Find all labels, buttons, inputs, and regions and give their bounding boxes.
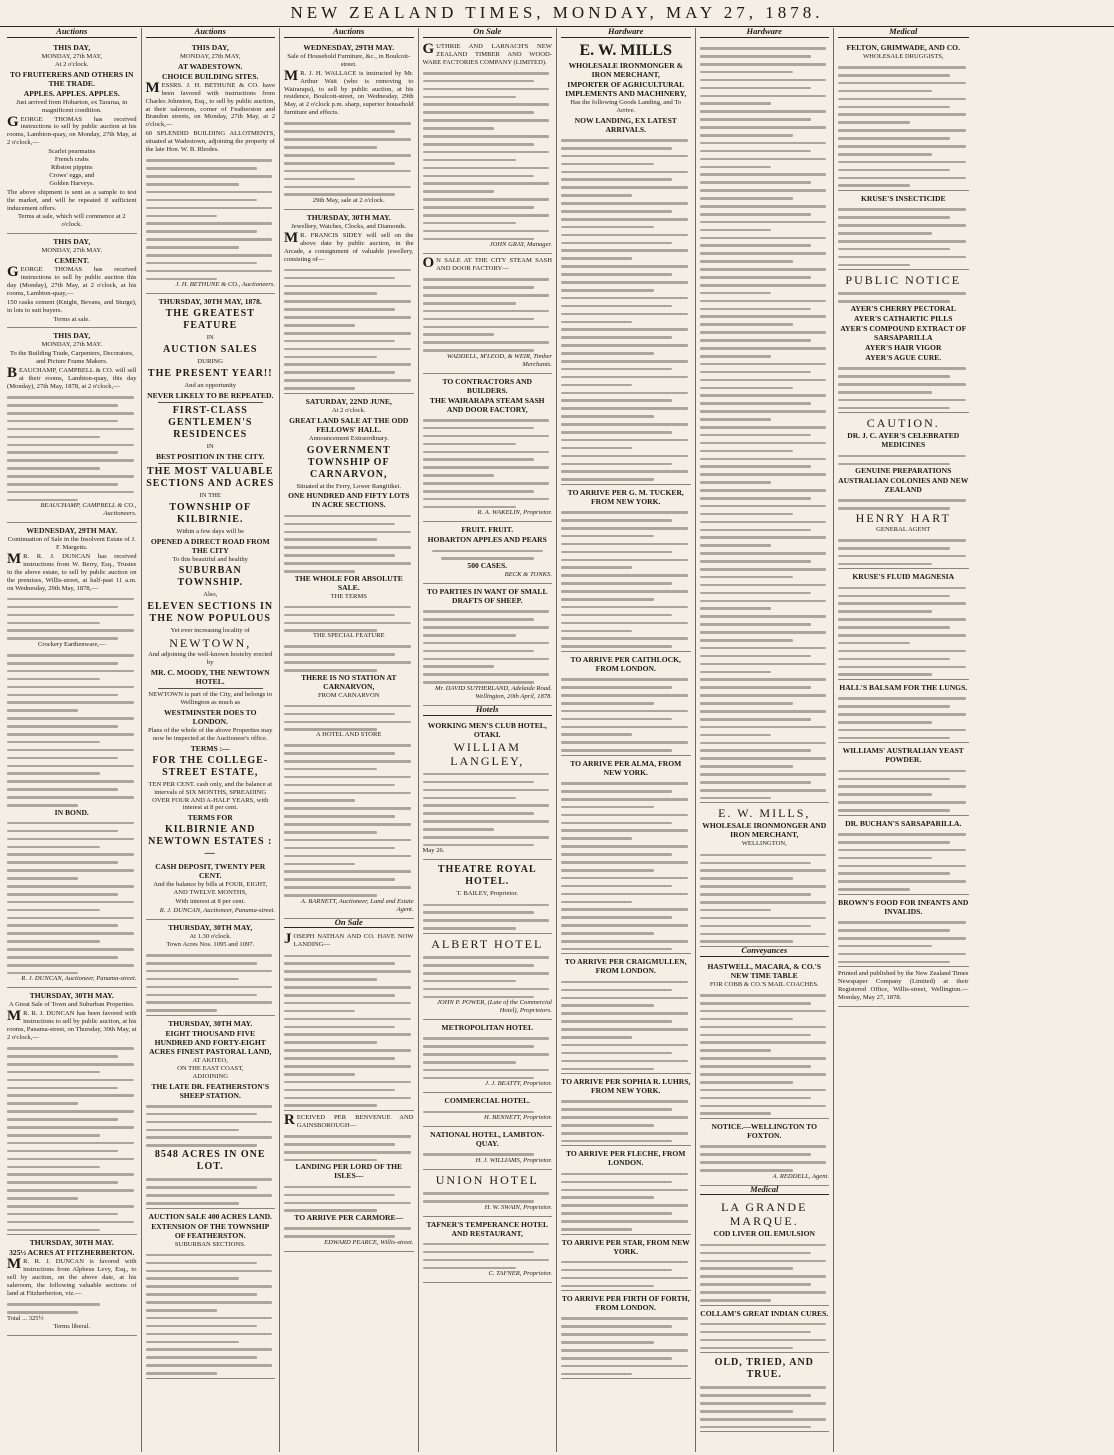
ad-line: MR. C. MOODY, THE NEWTOWN HOTEL. [150, 668, 270, 687]
ad-acres: 8548 ACRES IN ONE LOT. [154, 1148, 266, 1172]
ad-line: NEWTOWN is part of the City, and belongs to Wellington as much as [148, 691, 273, 706]
ad-buchan-sarsaparilla [838, 816, 969, 895]
ad-title: HASTWELL, MACARA, & CO.'S NEW TIME TABLE [707, 961, 821, 980]
ad-greatest-feature [146, 294, 276, 920]
ad-day: THURSDAY, 30TH MAY, [168, 922, 253, 932]
ad-subhead-bond: IN BOND. [54, 807, 89, 817]
ad-kruse-magnesia [838, 569, 969, 680]
ad-sub: ADJOINING [192, 1072, 229, 1080]
ad-sheep-drafts [423, 584, 553, 706]
ad-body: MR. FRANCIS SIDEY will sell on the above date by public auction, in the Arcade, a consignment of valuable jewellery, consisting of— [284, 229, 414, 263]
ad-line: THE GREATEST FEATURE [165, 308, 255, 332]
ad-date: MONDAY, 27th MAY, [180, 52, 241, 60]
ad-total: Total ... 325½ [7, 1314, 44, 1322]
section-header: Hotels [423, 706, 553, 716]
ad-working-mens-club [423, 718, 553, 861]
ad-title: TO CONTRACTORS AND BUILDERS. [442, 376, 533, 395]
ad-title: KRUSE'S INSECTICIDE [860, 194, 946, 204]
ad-item: Crows' eggs, and [49, 171, 95, 179]
ad-sub: SUBURBAN SECTIONS. [174, 1240, 246, 1248]
ad-title: CEMENT. [54, 256, 90, 266]
ad-day: THURSDAY, 30TH MAY, 1878. [158, 297, 262, 307]
ad-line: A HOTEL AND STORE [316, 731, 382, 738]
ad-hardware-list [700, 40, 830, 804]
ad-line: BEST POSITION IN THE CITY. [155, 451, 265, 461]
ad-title: TO ARRIVE PER STAR, FROM NEW YORK. [561, 1237, 690, 1256]
column-auctions-1 [3, 28, 142, 1452]
ad-line: NEVER LIKELY TO BE REPEATED. [147, 390, 274, 400]
ad-name: E. W. MILLS, [718, 806, 811, 821]
ad-signature: Mr. DAVID SUTHERLAND, Adelaide Road. Wellington, 20th April, 1878. [435, 684, 552, 700]
ad-title: FRUIT. FRUIT. [461, 525, 514, 535]
ad-time: 29th May, sale at 2 o'clock. [312, 197, 385, 205]
ad-line: And the balance by bills at FOUR, EIGHT, AND TWELVE MONTHS, [153, 881, 268, 897]
ad-sub: NOW LANDING, EX LATEST ARRIVALS. [574, 115, 677, 134]
ad-caution [838, 413, 969, 569]
ad-foxton-notice [700, 1119, 830, 1185]
ad-signature: H. BENNETT, Proprietor. [484, 1114, 552, 1122]
ad-sub: HENRY HART [855, 510, 951, 525]
ad-sub: Has the following Goods Landing, and To Arrive. [570, 98, 682, 114]
ad-title: TO FRUITERERS AND OTHERS IN THE TRADE. [10, 69, 134, 88]
ad-sub: WHOLESALE DRUGGISTS, [862, 52, 944, 60]
ad-line: DURING [197, 358, 224, 366]
ad-sub: THE WAIRARAPA STEAM SASH AND DOOR FACTORY, [429, 395, 545, 414]
ad-arrive-craigmullen [561, 954, 691, 1074]
ad-arrive-alma [561, 756, 691, 955]
ad-line: THE MOST VALUABLE SECTIONS AND ACRES [146, 465, 275, 489]
ad-title: 325½ ACRES AT FITZHERBERTON. [9, 1248, 135, 1258]
ad-building-trade [7, 328, 137, 523]
columns [3, 28, 1111, 1452]
ad-day: THIS DAY, [53, 331, 91, 341]
ad-body: MR. R. J. DUNCAN has been favored with instructions to sell by public auction, at his rooms, Panama-street, on Thursday, 30th May, at 2 o'clock,— [7, 1008, 137, 1041]
ad-title: OLD, TRIED, AND TRUE. [714, 1357, 814, 1381]
ad-sub: IMPORTER OF AGRICULTURAL IMPLEMENTS AND MACHINERY, [565, 79, 687, 98]
ad-title: A Great Sale of Town and Suburban Properties. [9, 1001, 135, 1009]
imprint-text: Printed and published by the New Zealand Times Newspaper Company (Limited) at their Registered Office, Willis-street, Wellington.—Monday, May 27, 1878. [838, 970, 969, 1001]
ad-line: ONE HUNDRED AND FIFTY LOTS IN ACRE SECTIONS. [288, 491, 410, 510]
ad-steam-sash [423, 254, 553, 374]
ad-body: MR. J. H. WALLACE is instructed by Mr. Arthur Wait (who is removing to Wairarapa), to sell by public auction, at his residence, Boulcott-street, on Wednesday, 29th May, at 2 o'clock p.m. sharp, superior household furniture and effects. [284, 67, 414, 117]
ad-signature: A. REDDELL, Agent. [772, 1172, 829, 1180]
ad-line: TERMS FOR [187, 813, 233, 823]
ad-title: FELTON, GRIMWADE, AND CO. [846, 42, 960, 52]
ad-line: TERMS :— [190, 743, 230, 753]
ad-items: 150 casks cement (Knight, Bevans, and Sturge), in lots to suit buyers. [7, 298, 137, 314]
ad-signature: H. W. SWAIN, Proprietor. [484, 1203, 552, 1211]
ad-day: WEDNESDAY, 29TH MAY. [26, 526, 118, 536]
ad-title: PUBLIC NOTICE [845, 273, 962, 288]
ad-line: KILBIRNIE AND NEWTOWN ESTATES :— [148, 824, 273, 860]
ad-carnarvon [284, 394, 414, 919]
section-header: Auctions [146, 28, 276, 38]
ad-line: OPENED A DIRECT ROAD FROM THE CITY [150, 536, 270, 555]
ad-sub: THE LATE DR. FEATHERSTON'S SHEEP STATION. [151, 1081, 270, 1100]
newspaper-title: NEW ZEALAND TIMES, MONDAY, MAY 27, 1878. [290, 3, 824, 22]
ad-body: MR. R. J. DUNCAN has received instructions from W. Berry, Esq., Trustee in the above estate, to sell by public auction on the premises, Willis-street, at half-past 11 a.m. on Wednesday, 29th May, 1878,— [7, 551, 137, 592]
ad-town-acres [146, 920, 276, 1016]
ad-line: THE TERMS [330, 592, 367, 600]
ad-terms: Terms liberal. [53, 1323, 91, 1331]
ad-item: Scarlet pearmains [48, 148, 96, 156]
ad-guthrie-larnach [423, 40, 553, 254]
ad-title: NATIONAL HOTEL, LAMBTON-QUAY. [430, 1130, 545, 1149]
ad-sub: AYER'S CHERRY PECTORAL [850, 303, 956, 313]
ad-title: TO ARRIVE PER CAITHLOCK, FROM LONDON. [570, 654, 681, 673]
ad-benvenue [284, 1111, 414, 1252]
ad-arrive-caithlock [561, 652, 691, 756]
ad-union-hotel [423, 1170, 553, 1217]
ad-line: With interest at 8 per cent. [175, 898, 246, 906]
ad-date: MONDAY, 27th MAY, [41, 52, 102, 60]
column-auctions-2 [142, 28, 281, 1452]
ad-line: IN [206, 334, 214, 342]
imprint [838, 967, 969, 1007]
ad-sub: AYER'S CATHARTIC PILLS [854, 313, 953, 323]
ad-theatre-royal [423, 860, 553, 933]
ad-title: TO ARRIVE PER CARMORE— [294, 1213, 404, 1222]
ad-felton-grimwade [838, 40, 969, 191]
ad-title: HALL'S BALSAM FOR THE LUNGS. [839, 683, 968, 693]
ad-ayer-notice [838, 270, 969, 413]
ad-sub: EXTENSION OF THE TOWNSHIP OF FEATHERSTON. [151, 1221, 270, 1240]
ad-sub: DR. J. C. AYER'S CELEBRATED MEDICINES [847, 431, 960, 450]
ad-sub: AUSTRALIAN COLONIES AND NEW ZEALAND [838, 476, 969, 495]
column-medical [834, 28, 973, 1452]
ad-fitzherberton [7, 1235, 137, 1336]
ad-sub: 500 CASES. [467, 561, 508, 571]
ad-title: BROWN'S FOOD FOR INFANTS AND INVALIDS. [838, 897, 969, 916]
ad-name: WILLIAM LANGLEY, [450, 739, 525, 768]
ad-title: UNION HOTEL [435, 1172, 539, 1187]
ad-line: FIRST-CLASS GENTLEMEN'S RESIDENCES [168, 404, 253, 440]
ad-name: E. W. MILLS [579, 41, 672, 59]
ad-title: NOTICE.—WELLINGTON TO FOXTON. [711, 1122, 817, 1141]
ad-line: Situated at the Ferry, Lower Rangitikei. [296, 482, 401, 490]
ad-date: MONDAY, 27th MAY. [41, 341, 102, 349]
ad-title: METROPOLITAN HOTEL [441, 1023, 534, 1032]
ad-arrive-fleche [561, 1146, 691, 1234]
masthead [0, 0, 1114, 27]
ad-line: TOWNSHIP OF KILBIRNIE. [169, 501, 252, 525]
ad-title: Continuation of Sale in the Insolvent Estate of J. F. Margetts. [7, 536, 136, 552]
ad-old-tried [700, 1353, 830, 1432]
ad-line: AUCTION SALES [163, 344, 258, 356]
ad-title: LANDING PER LORD OF THE ISLES— [295, 1162, 403, 1181]
column-hardware-2 [696, 28, 835, 1452]
ad-date: May 26. [422, 847, 445, 855]
ad-signature: JOHN P. POWER, (Late of the Commercial Hotel), Proprietors. [436, 999, 552, 1015]
ad-signature: BECK & TONKS. [504, 571, 552, 579]
ad-day: SATURDAY, 22ND JUNE, [305, 396, 392, 406]
ad-arrive-sophia [561, 1074, 691, 1146]
section-header: Medical [838, 28, 969, 38]
ad-ew-mills [561, 40, 691, 485]
ad-apples [7, 40, 137, 234]
ad-title: KRUSE'S FLUID MAGNESIA [852, 572, 955, 582]
ad-title: ALBERT HOTEL [431, 936, 544, 951]
ad-item: Ribston pippins [50, 163, 93, 171]
ad-line: WESTMINSTER DOES TO LONDON. [163, 707, 257, 726]
ad-title: Jewellery, Watches, Clocks, and Diamonds. [291, 222, 407, 230]
ad-line: IN [206, 442, 214, 450]
column-on-sale [419, 28, 558, 1452]
section-header: Conveyances [700, 947, 830, 957]
ad-sub: GENUINE PREPARATIONS [855, 466, 952, 476]
ad-line: THE WHOLE FOR ABSOLUTE SALE. [294, 573, 403, 592]
ad-text: Just arrived from Hobarton, ex Tararua, in magnificent condition. [16, 98, 128, 114]
ad-signature: EDWARD PEARCE, Willis-street. [324, 1238, 414, 1246]
ad-fruit [423, 522, 553, 584]
ad-title: EIGHT THOUSAND FIVE HUNDRED AND FORTY-EIGHT ACRES FINEST PASTORAL LAND, [149, 1028, 272, 1056]
ad-line: SUBURBAN TOWNSHIP. [177, 565, 243, 589]
ad-line: Also, [203, 591, 218, 599]
ad-subhead: Crockery Earthenware,— [37, 640, 106, 648]
ad-time: At 1.30 o'clock. [189, 932, 232, 940]
ad-sub: COD LIVER OIL EMULSION [713, 1229, 815, 1239]
ad-sub: T. BAILEY, Proprietor. [456, 890, 518, 898]
ad-line: Plans of the whole of the above Properties may now be inspected at the Auctioneer's office. [147, 726, 273, 742]
ad-line: And adjoining the well-known hostelry erected by [148, 651, 273, 667]
ad-signature: J. H. BETHUNE & CO., Auctioneers. [175, 281, 275, 289]
ad-title: Town Acres Nos. 1095 and 1097. [166, 940, 255, 948]
ad-joseph-nathan [284, 930, 414, 1111]
ad-date: MONDAY, 27th MAY. [41, 247, 102, 255]
ad-brown-food [838, 895, 969, 967]
ad-day: THIS DAY, [53, 237, 91, 247]
section-header: Auctions [284, 28, 414, 38]
ad-title: GREAT LAND SALE AT THE ODD FELLOWS' HALL. [289, 415, 409, 434]
ad-albert-hotel [423, 934, 553, 1020]
ad-title: TO ARRIVE PER ALMA, FROM NEW YORK. [570, 758, 682, 777]
ad-jewellery [284, 210, 414, 394]
ad-title: TO ARRIVE PER FLECHE, FROM LONDON. [566, 1149, 686, 1168]
ad-signature: BEAUCHAMP, CAMPBELL & CO., Auctioneers. [40, 502, 137, 518]
ad-line: GOVERNMENT TOWNSHIP OF CARNARVON, [306, 444, 391, 480]
ad-halls-balsam [838, 680, 969, 743]
ad-day: THURSDAY, 30TH MAY. [29, 991, 114, 1001]
ad-body: GUTHRIE AND LARNACH'S NEW ZEALAND TIMBER AND WOOD-WARE FACTORIES COMPANY (LIMITED). [422, 40, 552, 66]
ad-metropolitan-hotel [423, 1020, 553, 1093]
ad-note: The above shipment is sent as a sample to test the market, and will be repeated if sufficient inducement offers. [7, 188, 137, 212]
ad-signature: WADDELL, M'LEOD, & WEIR, Timber Merchants. [446, 352, 552, 368]
ad-lots: 60 SPLENDID BUILDING ALLOTMENTS, situated at Wadestown, adjoining the property of the late Hon. W. B. Rhodes. [145, 130, 275, 154]
ad-pastoral-land [146, 1016, 276, 1209]
ad-body: ON SALE AT THE CITY STEAM SASH AND DOOR FACTORY— [422, 255, 552, 273]
ad-subtitle: APPLES. APPLES. APPLES. [23, 88, 120, 98]
ad-grande-marque [700, 1197, 830, 1305]
ad-title: CAUTION. [866, 416, 940, 431]
ad-town-suburban [7, 988, 137, 1235]
ad-signature: R. J. DUNCAN, Auctioneer, Panama-street. [21, 975, 137, 983]
ad-arrive-tucker [561, 485, 691, 652]
ad-signature: A. BARNETT, Auctioneer, Land and Estate Agent. [300, 897, 414, 913]
ad-signature: R. J. DUNCAN, Auctioneer, Panama-street. [159, 907, 275, 915]
ad-collam-cures [700, 1306, 830, 1354]
ad-sub: WHOLESALE IRONMONGER AND IRON MERCHANT, [702, 821, 827, 840]
ad-line: THE SPECIAL FEATURE [312, 632, 385, 640]
ad-line: FOR THE COLLEGE-STREET ESTATE, [152, 754, 269, 778]
ad-title: COMMERCIAL HOTEL. [444, 1096, 531, 1106]
ad-title: Sale of Household Furniture, &c., in Boulcott-street. [287, 52, 411, 68]
ad-terms: Terms at sale. [53, 315, 90, 323]
ad-title: JOSEPH NATHAN AND CO. HAVE NOW LANDING— [284, 931, 414, 949]
ad-cement [7, 234, 137, 328]
ad-title: COLLAM'S GREAT INDIAN CURES. [700, 1308, 829, 1318]
ad-item: Golden Harveys. [49, 179, 95, 187]
ad-title: CHOICE BUILDING SITES. [162, 71, 259, 81]
ad-day: THURSDAY, 30TH MAY. [306, 212, 391, 222]
ad-signature: H. J. WILLIAMS, Proprietor. [475, 1156, 552, 1164]
ad-tafner-hotel [423, 1217, 553, 1283]
ad-line: TEN PER CENT. cash only, and the balance at intervals of SIX MONTHS, SPREADING OVER FOUR AND A-HALF YEARS, with interest at 8 per cent. [148, 780, 273, 812]
ad-terms: Terms at sale, which will commence at 2 o'clock. [17, 213, 126, 229]
ad-signature: JOHN GRAY, Manager. [489, 241, 552, 249]
ad-time: At 2 o'clock. [54, 60, 89, 68]
ad-wairarapa-factory [423, 374, 553, 523]
ad-line: NEWTOWN, [169, 636, 252, 651]
ad-line: Yet ever increasing locality of [170, 627, 250, 635]
ad-sub: GENERAL AGENT [876, 525, 931, 533]
section-header: Hardware [700, 28, 830, 38]
ad-sub: AT AKITEO, [192, 1056, 228, 1064]
ad-williams-yeast [838, 743, 969, 815]
ad-body: BEAUCHAMP, CAMPBELL & CO. will sell at their rooms, Lambton-quay, this day (Monday), 27th May, 1878, at 2 o'clock,— [7, 365, 137, 390]
ad-body: MR. R. J. DUNCAN is favored with instructions from Alpheus Levy, Esq., to sell by auction, on the above date, at his saleroom, the following valuable sections of land at Fitzherberton, viz.— [7, 1256, 137, 1297]
ad-signature: J. J. BEATTY, Proprietor. [485, 1080, 552, 1088]
ad-item: French crabs [54, 156, 89, 164]
ad-body: GEORGE THOMAS has received instructions to sell by public auction at his rooms, Lambton-quay, on Monday, 27th May, at 2 o'clock,— [7, 113, 137, 147]
section-header: Medical [700, 1186, 830, 1196]
ad-body: GEORGE THOMAS has received instructions to sell by public auction this day (Monday), 27th May, at 2 o'clock, at his rooms, Lambton-quay,— [7, 264, 137, 297]
ad-line: ELEVEN SECTIONS IN THE NOW POPULOUS [147, 601, 274, 625]
ad-title: TO ARRIVE PER FIRTH OF FORTH, FROM LONDON. [561, 1294, 690, 1313]
ad-title: LA GRANDE MARQUE. [721, 1200, 808, 1229]
ad-ew-mills-2 [700, 803, 830, 947]
ad-featherston [146, 1209, 276, 1379]
ad-line: To this beautiful and healthy [172, 555, 248, 563]
ad-day: THURSDAY, 30TH MAY. [29, 1238, 114, 1248]
ad-day: WEDNESDAY, 29TH MAY. [303, 42, 395, 52]
ad-title: To the Building Trade, Carpenters, Decorators, and Picture Frame Makers. [9, 350, 134, 366]
ad-line: FROM CARNARVON [317, 691, 380, 699]
ad-day: THIS DAY, [191, 42, 229, 52]
ad-margetts-estate [7, 523, 137, 988]
ad-signature: C. TAFNER, Proprietor. [488, 1270, 552, 1278]
ad-line: Announcement Extraordinary. [308, 434, 389, 442]
ad-title: RECEIVED PER BENVENUE AND GAINSBOROUGH— [284, 1112, 414, 1129]
ad-sub: AYER'S HAIR VIGOR [865, 342, 942, 352]
ad-arrive-star [561, 1235, 691, 1292]
ad-commercial-hotel [423, 1093, 553, 1127]
ad-line: THE PRESENT YEAR!! [147, 367, 273, 379]
ad-title: THEATRE ROYAL HOTEL. [437, 864, 537, 888]
ad-arrive-firth [561, 1291, 691, 1379]
ad-title: TO ARRIVE PER G. M. TUCKER, FROM NEW YORK. [567, 487, 684, 506]
ad-body: MESSRS. J. H. BETHUNE & CO. have been favored with instructions from Charles Johnston, Esq., to sell by public auction, at their saleroom, corner of Featherston and Brandon streets, on Monday, 27th May, at 2 o'clock,— [145, 79, 275, 129]
ad-sub: AYER'S AGUE CURE. [865, 352, 942, 362]
ad-line: CASH DEPOSIT, TWENTY PER CENT. [155, 862, 266, 881]
ad-day: THURSDAY, 30TH MAY. [168, 1018, 253, 1028]
ad-line: IN THE [199, 491, 221, 499]
section-header: On Sale [284, 919, 414, 929]
ad-signature: R. A. WAKELIN, Proprietor. [477, 509, 552, 517]
ad-title: TO PARTIES IN WANT OF SMALL DRAFTS OF SHEEP. [426, 586, 548, 605]
ad-sub: FOR COBB & CO.'S MAIL COACHES. [709, 980, 819, 988]
ad-title: TO ARRIVE PER CRAIGMULLEN, FROM LONDON. [564, 957, 687, 976]
ad-line: Within a few days will be [176, 527, 245, 535]
ad-sub: WHOLESALE IRONMONGER & IRON MERCHANT, [568, 60, 683, 79]
section-header: On Sale [423, 28, 553, 38]
ad-wadestown [146, 40, 276, 294]
column-hardware-1 [557, 28, 696, 1452]
ad-sub: AYER'S COMPOUND EXTRACT OF SARSAPARILLA [840, 323, 967, 342]
column-auctions-3 [280, 28, 419, 1452]
ad-line: And an opportunity [184, 381, 237, 389]
ad-day: THIS DAY, [53, 42, 91, 52]
ad-title: AUCTION SALE 400 ACRES LAND. [148, 1211, 272, 1221]
ad-place: AT WADESTOWN. [178, 61, 243, 71]
ad-sub: ON THE EAST COAST, [177, 1064, 244, 1072]
ad-loc: WELLINGTON, [741, 840, 787, 848]
ad-title: WILLIAMS' AUSTRALIAN YEAST POWDER. [842, 746, 964, 765]
ad-time: At 2 o'clock. [331, 406, 366, 414]
ad-title: WORKING MEN'S CLUB HOTEL, OTAKI. [427, 720, 547, 739]
ad-household-furniture [284, 40, 414, 210]
ad-line: THERE IS NO STATION AT CARNARVON, [301, 672, 397, 691]
ad-title: DR. BUCHAN'S SARSAPARILLA. [845, 818, 962, 828]
ad-title: TO ARRIVE PER SOPHIA R. LUHRS, FROM NEW YORK. [561, 1077, 691, 1096]
ad-kruse-insecticide [838, 191, 969, 270]
ad-cobb-coaches [700, 959, 830, 1119]
section-header: Hardware [561, 28, 691, 38]
ad-title: TAFNER'S TEMPERANCE HOTEL AND RESTAURANT, [426, 1219, 549, 1238]
ad-body: HOBARTON APPLES AND PEARS [427, 535, 547, 545]
ad-national-hotel [423, 1127, 553, 1170]
section-header: Auctions [7, 28, 137, 38]
